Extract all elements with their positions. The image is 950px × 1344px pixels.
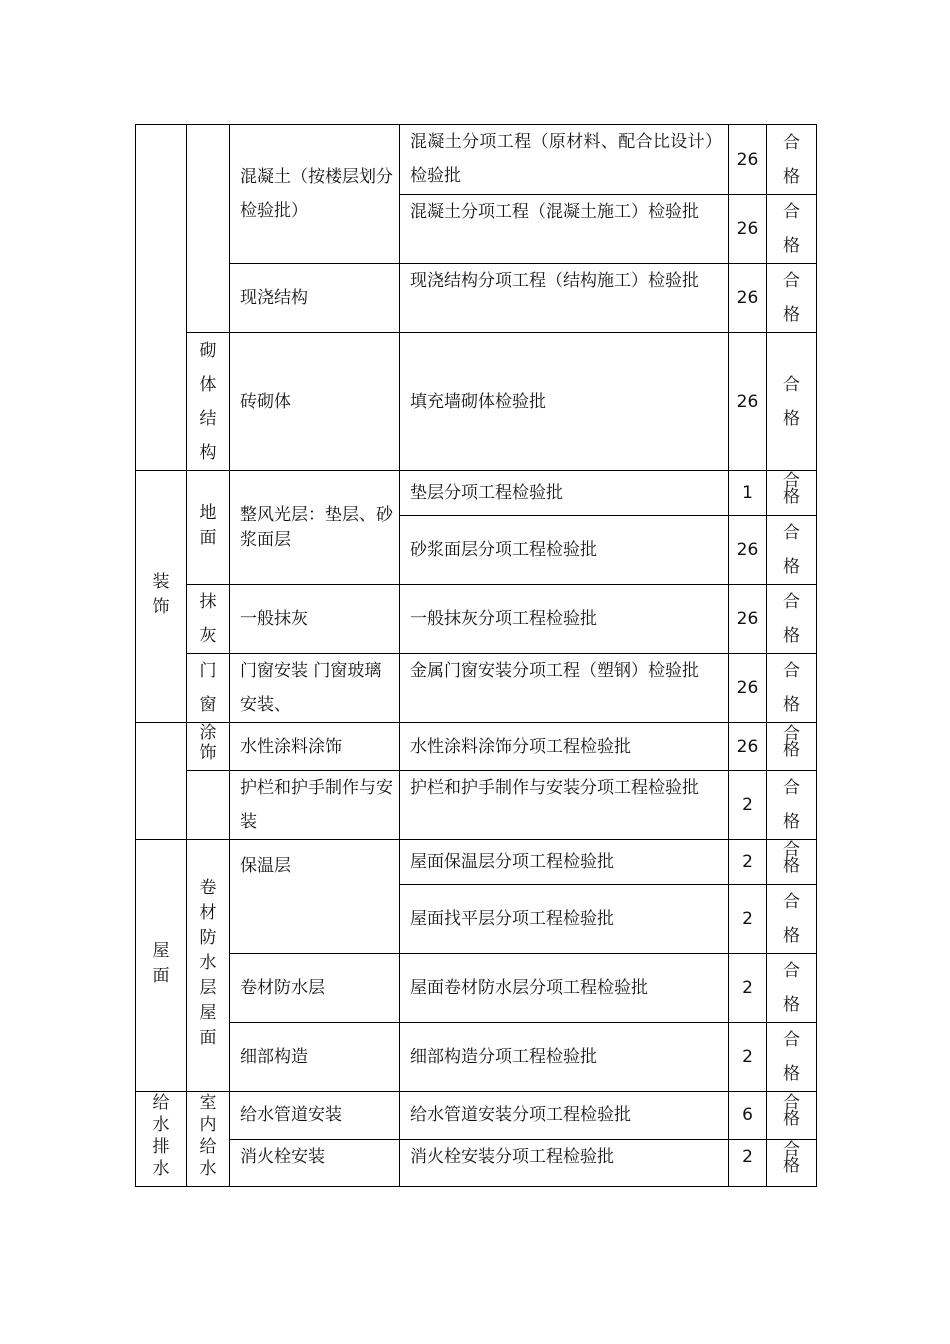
- count-cell: 2: [729, 1139, 767, 1187]
- count-cell: 2: [729, 885, 767, 954]
- inspection-lot-cell: 金属门窗安装分项工程（塑钢）检验批: [400, 654, 729, 723]
- subdivision-cell: [187, 771, 230, 840]
- inspection-lot-cell: 屋面找平层分项工程检验批: [400, 885, 729, 954]
- result-cell: 合格: [767, 1139, 817, 1187]
- result-cell: 合格: [767, 840, 817, 885]
- subitem-cell: 一般抹灰: [230, 585, 400, 654]
- division-cell: 屋面: [136, 840, 187, 1092]
- subitem-cell: 水性涂料涂饰: [230, 723, 400, 771]
- result-cell: 合格: [767, 723, 817, 771]
- subitem-cell: 砖砌体: [230, 333, 400, 471]
- subitem-cell: 给水管道安装: [230, 1092, 400, 1140]
- inspection-lot-cell: 消火栓安装分项工程检验批: [400, 1139, 729, 1187]
- inspection-lot-cell: 一般抹灰分项工程检验批: [400, 585, 729, 654]
- subdivision-cell: 涂饰: [187, 723, 230, 771]
- table-row: [136, 1092, 817, 1140]
- result-cell: 合格: [767, 516, 817, 585]
- result-cell: 合格: [767, 471, 817, 516]
- inspection-lot-cell: 护栏和护手制作与安装分项工程检验批: [400, 771, 729, 840]
- division-cell: [136, 125, 187, 471]
- inspection-lot-cell: 混凝土分项工程（原材料、配合比设计）检验批: [400, 125, 729, 195]
- subdivision-cell: 室内给水: [187, 1092, 230, 1187]
- count-cell: 26: [729, 654, 767, 723]
- result-cell: 合格: [767, 264, 817, 333]
- inspection-lot-cell: 现浇结构分项工程（结构施工）检验批: [400, 264, 729, 333]
- count-cell: 26: [729, 264, 767, 333]
- count-cell: 26: [729, 195, 767, 264]
- inspection-table: [135, 124, 817, 1187]
- table-row: [136, 333, 817, 471]
- count-cell: 26: [729, 516, 767, 585]
- count-cell: 2: [729, 840, 767, 885]
- result-cell: 合格: [767, 654, 817, 723]
- table-row: [136, 1139, 817, 1187]
- result-cell: 合格: [767, 585, 817, 654]
- table-row: [136, 723, 817, 771]
- table-row: [136, 125, 817, 195]
- count-cell: 26: [729, 125, 767, 195]
- result-cell: 合格: [767, 885, 817, 954]
- subdivision-cell: 地面: [187, 471, 230, 585]
- inspection-lot-cell: 垫层分项工程检验批: [400, 471, 729, 516]
- inspection-lot-cell: 填充墙砌体检验批: [400, 333, 729, 471]
- table-row: [136, 840, 817, 885]
- subitem-cell: 整风光层：垫层、砂浆面层: [230, 471, 400, 585]
- subdivision-cell: 门窗: [187, 654, 230, 723]
- inspection-lot-cell: 给水管道安装分项工程检验批: [400, 1092, 729, 1140]
- table-row: [136, 264, 817, 333]
- subdivision-cell: 抹灰: [187, 585, 230, 654]
- inspection-lot-cell: 混凝土分项工程（混凝土施工）检验批: [400, 195, 729, 264]
- subdivision-cell: 砌体结构: [187, 333, 230, 471]
- count-cell: 26: [729, 723, 767, 771]
- subdivision-cell: [187, 125, 230, 333]
- inspection-lot-cell: 细部构造分项工程检验批: [400, 1023, 729, 1092]
- inspection-lot-cell: 屋面保温层分项工程检验批: [400, 840, 729, 885]
- subitem-cell: 消火栓安装: [230, 1139, 400, 1187]
- inspection-lot-cell: 屋面卷材防水层分项工程检验批: [400, 954, 729, 1023]
- result-cell: 合格: [767, 954, 817, 1023]
- inspection-lot-cell: 水性涂料涂饰分项工程检验批: [400, 723, 729, 771]
- table-row: [136, 771, 817, 840]
- subdivision-cell: 卷材防水层屋面: [187, 840, 230, 1092]
- count-cell: 1: [729, 471, 767, 516]
- table-row: [136, 1023, 817, 1092]
- division-cell: [136, 723, 187, 840]
- subitem-cell: 现浇结构: [230, 264, 400, 333]
- count-cell: 2: [729, 954, 767, 1023]
- subitem-cell: 细部构造: [230, 1023, 400, 1092]
- table-row: [136, 585, 817, 654]
- subitem-cell: 混凝土（按楼层划分检验批）: [230, 125, 400, 264]
- count-cell: 6: [729, 1092, 767, 1140]
- subitem-cell: 门窗安装 门窗玻璃安装、: [230, 654, 400, 723]
- inspection-lot-cell: 砂浆面层分项工程检验批: [400, 516, 729, 585]
- result-cell: 合格: [767, 1023, 817, 1092]
- table-row: [136, 654, 817, 723]
- count-cell: 2: [729, 1023, 767, 1092]
- division-cell: 给水排水: [136, 1092, 187, 1187]
- result-cell: 合格: [767, 333, 817, 471]
- count-cell: 26: [729, 585, 767, 654]
- table-row: [136, 954, 817, 1023]
- subitem-cell: 保温层: [230, 840, 400, 954]
- result-cell: 合格: [767, 771, 817, 840]
- result-cell: 合格: [767, 195, 817, 264]
- count-cell: 2: [729, 771, 767, 840]
- table-row: [136, 471, 817, 516]
- subitem-cell: 卷材防水层: [230, 954, 400, 1023]
- division-cell: 装饰: [136, 471, 187, 723]
- count-cell: 26: [729, 333, 767, 471]
- subitem-cell: 护栏和护手制作与安装: [230, 771, 400, 840]
- result-cell: 合格: [767, 125, 817, 195]
- result-cell: 合格: [767, 1092, 817, 1140]
